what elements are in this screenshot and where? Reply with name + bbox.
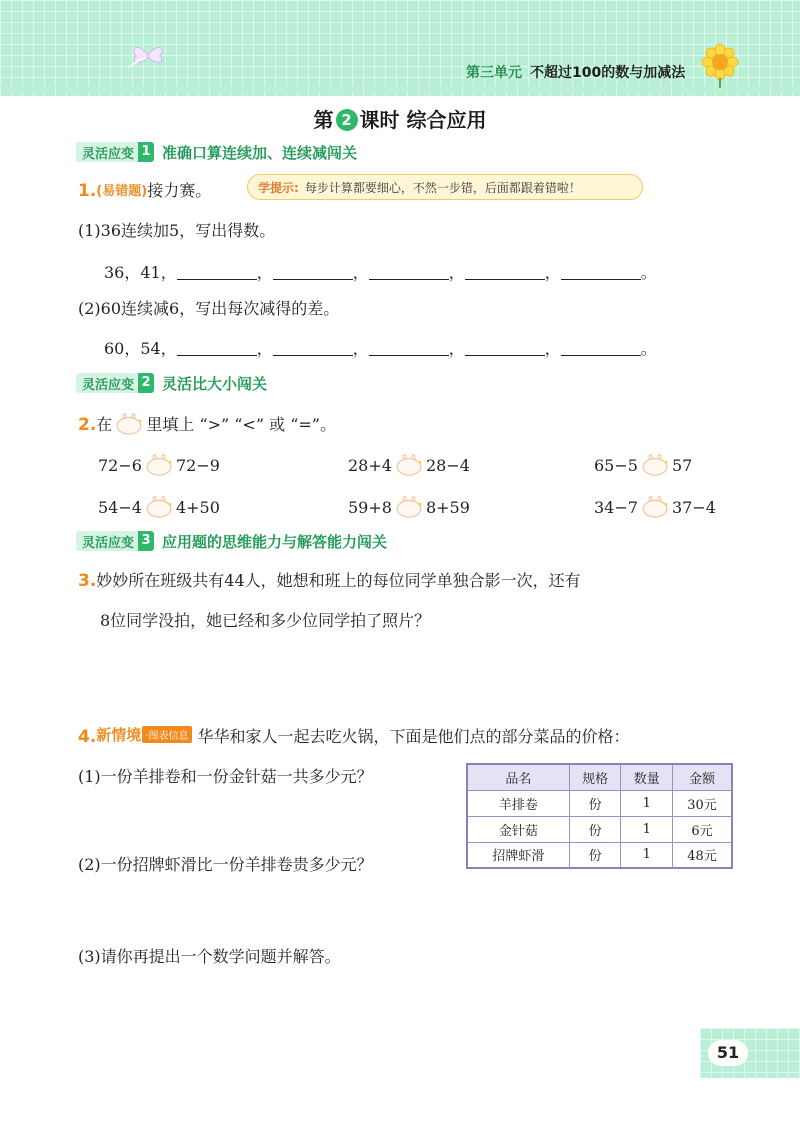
answer-blank[interactable]: [561, 340, 641, 356]
lesson-title: [0, 104, 800, 133]
section-title: 准确口算连续加、连续减闯关: [162, 143, 358, 162]
compare-oval[interactable]: [394, 454, 424, 476]
question-3-line-2: 8位同学没拍，她已经和多少位同学拍了照片？: [100, 611, 431, 630]
hint-text: 每步计算都要细心，不然一步错，后面都跟着错啦！: [304, 180, 581, 195]
table-cell: 1: [621, 842, 673, 868]
answer-blank[interactable]: [273, 264, 353, 280]
table-row: [467, 790, 732, 816]
answer-blank[interactable]: [369, 264, 449, 280]
section-header-3: [76, 530, 387, 552]
sequence-2: 60，54， ， ， ， ， 。: [104, 339, 657, 358]
section-title: 灵活比大小闯关: [162, 374, 268, 393]
bunny-oval-icon: [114, 413, 144, 435]
answer-blank[interactable]: [369, 340, 449, 356]
table-cell: 1: [621, 816, 673, 842]
answer-blank[interactable]: [177, 340, 257, 356]
column-header: 数量: [621, 764, 673, 790]
hint-box: [247, 174, 643, 200]
compare-item: 28+4 28−4: [348, 455, 470, 475]
compare-item: 72−6 72−9: [98, 455, 220, 475]
question-4-part-2: (2)一份招牌虾滑比一份羊排卷贵多少元？: [78, 855, 373, 874]
table-cell: 份: [569, 816, 621, 842]
unit-title: 不超过100的数与加减法: [530, 65, 686, 81]
lesson-suffix: 课时 综合应用: [359, 108, 487, 132]
question-4-part-1: (1)一份羊排卷和一份金针菇一共多少元？: [78, 767, 373, 786]
page-number: 51: [708, 1040, 748, 1066]
section-header-2: [76, 372, 267, 394]
column-header: 品名: [467, 764, 569, 790]
table-cell: 份: [569, 842, 621, 868]
compare-item: 59+8 8+59: [348, 497, 470, 517]
header-scallop-border: [0, 86, 800, 100]
table-cell: 金针菇: [467, 816, 569, 842]
question-2-heading: 2.在 里填上 “>” “<” 或 “=”。: [78, 415, 336, 435]
answer-blank[interactable]: [177, 264, 257, 280]
unit-label: 第三单元: [466, 65, 522, 81]
hint-label: 学提示:: [258, 180, 299, 195]
table-cell: 6元: [673, 816, 732, 842]
answer-blank[interactable]: [273, 340, 353, 356]
question-1-part-2: (2)60连续减6，写出每次减得的差。: [78, 299, 340, 318]
compare-oval[interactable]: [394, 496, 424, 518]
lesson-number-badge: 2: [336, 109, 358, 131]
table-header-row: [467, 764, 732, 790]
table-cell: 1: [621, 790, 673, 816]
answer-blank[interactable]: [465, 340, 545, 356]
question-4-part-3: (3)请你再提出一个数学问题并解答。: [78, 947, 341, 966]
section-title: 应用题的思维能力与解答能力闯关: [162, 532, 388, 551]
sequence-1: 36，41， ， ， ， ， 。: [104, 263, 657, 282]
price-table: [466, 763, 733, 869]
question-3-line-1: 3.妙妙所在班级共有44人，她想和班上的每位同学单独合影一次，还有: [78, 571, 581, 591]
table-cell: 48元: [673, 842, 732, 868]
table-cell: 30元: [673, 790, 732, 816]
compare-item: 34−7 37−4: [594, 497, 716, 517]
compare-oval[interactable]: [144, 454, 174, 476]
compare-item: 54−4 4+50: [98, 497, 220, 517]
question-4-heading: 4. 新情境 ·图表信息 华华和家人一起去吃火锅，下面是他们点的部分菜品的价格：: [78, 726, 630, 747]
column-header: 金额: [673, 764, 732, 790]
section-tag: 灵活应变 2: [76, 373, 154, 393]
error-prone-tag: (易错题): [96, 184, 148, 199]
compare-item: 65−5 57: [594, 455, 693, 475]
table-row: [467, 842, 732, 868]
section-tag: 灵活应变 1: [76, 142, 154, 162]
answer-blank[interactable]: [561, 264, 641, 280]
question-1-heading: 1.(易错题)接力赛。: [78, 181, 212, 201]
column-header: 规格: [569, 764, 621, 790]
table-cell: 份: [569, 790, 621, 816]
table-cell: 招牌虾滑: [467, 842, 569, 868]
compare-oval[interactable]: [640, 496, 670, 518]
sunflower-icon: [700, 44, 740, 88]
answer-blank[interactable]: [465, 264, 545, 280]
new-context-tag: 新情境 ·图表信息: [96, 726, 191, 744]
lesson-prefix: 第: [313, 108, 334, 132]
compare-oval[interactable]: [144, 496, 174, 518]
butterfly-icon: [128, 40, 168, 70]
compare-oval[interactable]: [640, 454, 670, 476]
section-tag: 灵活应变 3: [76, 531, 154, 551]
section-header-1: [76, 141, 357, 163]
table-row: [467, 816, 732, 842]
table-cell: 羊排卷: [467, 790, 569, 816]
question-1-part-1: (1)36连续加5，写出得数。: [78, 221, 276, 240]
